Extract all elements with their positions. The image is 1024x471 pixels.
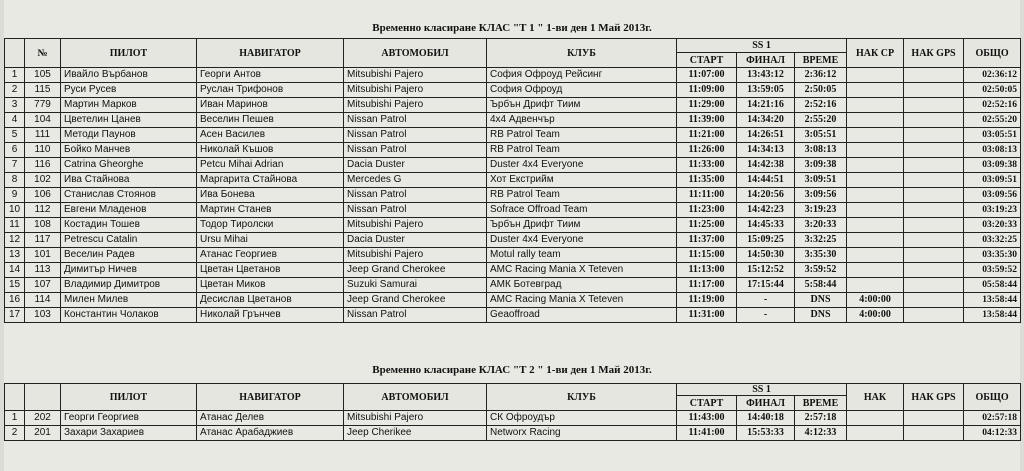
navigator-cell: Цветан Цветанов bbox=[197, 263, 344, 278]
car-cell: Nissan Patrol bbox=[344, 143, 487, 158]
pos-cell: 2 bbox=[5, 426, 25, 441]
car-cell: Dacia Duster bbox=[344, 158, 487, 173]
table-row bbox=[5, 308, 1021, 323]
total-cell: 03:35:30 bbox=[964, 248, 1021, 263]
pos-cell: 1 bbox=[5, 411, 25, 426]
no-cell: 201 bbox=[25, 426, 61, 441]
pilot-cell: Захари Захариев bbox=[61, 426, 197, 441]
total-header: ОБЩО bbox=[964, 384, 1021, 411]
time-cell: 3:59:52 bbox=[795, 263, 847, 278]
pilot-cell: Методи Паунов bbox=[61, 128, 197, 143]
table-row bbox=[5, 248, 1021, 263]
finish-header: ФИНАЛ bbox=[737, 396, 795, 411]
total-cell: 03:20:33 bbox=[964, 218, 1021, 233]
pen-cp-cell bbox=[847, 278, 904, 293]
finish-cell: 17:15:44 bbox=[737, 278, 795, 293]
pen-cp-cell: 4:00:00 bbox=[847, 308, 904, 323]
pen-gps-cell bbox=[904, 203, 964, 218]
pen-cp-cell bbox=[847, 173, 904, 188]
no-cell: 116 bbox=[25, 158, 61, 173]
total-cell: 04:12:33 bbox=[964, 426, 1021, 441]
club-cell: Ърбън Дрифт Тиим bbox=[487, 98, 677, 113]
table-row bbox=[5, 188, 1021, 203]
club-cell: Motul rally team bbox=[487, 248, 677, 263]
finish-header: ФИНАЛ bbox=[737, 53, 795, 68]
pos-cell: 17 bbox=[5, 308, 25, 323]
pilot-cell: Мартин Марков bbox=[61, 98, 197, 113]
pen-gps-cell bbox=[904, 143, 964, 158]
club-cell: Ърбън Дрифт Тиим bbox=[487, 218, 677, 233]
pen-gps-cell bbox=[904, 248, 964, 263]
table-row bbox=[5, 83, 1021, 98]
pen-cp-cell bbox=[847, 263, 904, 278]
table-row bbox=[5, 68, 1021, 83]
total-cell: 13:58:44 bbox=[964, 308, 1021, 323]
total-cell: 03:05:51 bbox=[964, 128, 1021, 143]
finish-cell: 13:43:12 bbox=[737, 68, 795, 83]
no-cell: 101 bbox=[25, 248, 61, 263]
car-cell: Nissan Patrol bbox=[344, 128, 487, 143]
class-t1-title: Временно класиране КЛАС "Т 1 " 1-ви ден 1 Май 2013г. bbox=[372, 22, 652, 34]
finish-cell: 14:40:18 bbox=[737, 411, 795, 426]
club-cell: Duster 4x4 Everyone bbox=[487, 233, 677, 248]
pos-cell: 7 bbox=[5, 158, 25, 173]
pos-cell: 11 bbox=[5, 218, 25, 233]
time-cell: 2:36:12 bbox=[795, 68, 847, 83]
pos-cell: 8 bbox=[5, 173, 25, 188]
time-cell: DNS bbox=[795, 293, 847, 308]
club-cell: Sofrace Offroad Team bbox=[487, 203, 677, 218]
no-header: № bbox=[25, 39, 61, 68]
pilot-cell: Цветелин Цанев bbox=[61, 113, 197, 128]
no-cell: 106 bbox=[25, 188, 61, 203]
club-header: КЛУБ bbox=[487, 39, 677, 68]
navigator-cell: Тодор Тиролски bbox=[197, 218, 344, 233]
start-cell: 11:09:00 bbox=[677, 83, 737, 98]
ss-header: SS 1 bbox=[677, 384, 847, 396]
start-cell: 11:33:00 bbox=[677, 158, 737, 173]
table-row bbox=[5, 218, 1021, 233]
no-cell: 779 bbox=[25, 98, 61, 113]
no-cell: 202 bbox=[25, 411, 61, 426]
time-cell: 4:12:33 bbox=[795, 426, 847, 441]
table-row bbox=[5, 411, 1021, 426]
car-cell: Mitsubishi Pajero bbox=[344, 98, 487, 113]
time-cell: 3:32:25 bbox=[795, 233, 847, 248]
total-cell: 05:58:44 bbox=[964, 278, 1021, 293]
club-cell: София Офроуд bbox=[487, 83, 677, 98]
pos-cell: 10 bbox=[5, 203, 25, 218]
table-row bbox=[5, 143, 1021, 158]
table-row bbox=[5, 98, 1021, 113]
pos-cell: 15 bbox=[5, 278, 25, 293]
pen-cp-cell bbox=[847, 158, 904, 173]
pen-cp-cell bbox=[847, 143, 904, 158]
club-cell: Networx Racing bbox=[487, 426, 677, 441]
total-cell: 02:52:16 bbox=[964, 98, 1021, 113]
club-cell: Хот Екстрийм bbox=[487, 173, 677, 188]
finish-cell: 14:50:30 bbox=[737, 248, 795, 263]
table-row bbox=[5, 263, 1021, 278]
car-cell: Jeep Grand Cherokee bbox=[344, 293, 487, 308]
start-cell: 11:37:00 bbox=[677, 233, 737, 248]
navigator-cell: Николай Грънчев bbox=[197, 308, 344, 323]
total-cell: 03:08:13 bbox=[964, 143, 1021, 158]
pilot-header: ПИЛОТ bbox=[61, 39, 197, 68]
navigator-cell: Маргарита Стайнова bbox=[197, 173, 344, 188]
navigator-cell: Мартин Станев bbox=[197, 203, 344, 218]
table-row bbox=[5, 278, 1021, 293]
car-cell: Jeep Cherikee bbox=[344, 426, 487, 441]
table-row bbox=[5, 203, 1021, 218]
pilot-cell: Димитър Ничев bbox=[61, 263, 197, 278]
finish-cell: 14:42:23 bbox=[737, 203, 795, 218]
pen-gps-cell bbox=[904, 128, 964, 143]
pen-gps-cell bbox=[904, 411, 964, 426]
time-cell: 3:05:51 bbox=[795, 128, 847, 143]
pen-cp-header: НАК СР bbox=[847, 39, 904, 68]
start-cell: 11:31:00 bbox=[677, 308, 737, 323]
total-cell: 03:09:38 bbox=[964, 158, 1021, 173]
table-row bbox=[5, 426, 1021, 441]
pilot-cell: Милен Милев bbox=[61, 293, 197, 308]
pen-cp-cell bbox=[847, 83, 904, 98]
car-cell: Nissan Patrol bbox=[344, 308, 487, 323]
navigator-header: НАВИГАТОР bbox=[197, 39, 344, 68]
start-cell: 11:35:00 bbox=[677, 173, 737, 188]
finish-cell: 15:53:33 bbox=[737, 426, 795, 441]
pos-cell: 4 bbox=[5, 113, 25, 128]
finish-cell: 15:09:25 bbox=[737, 233, 795, 248]
navigator-cell: Цветан Миков bbox=[197, 278, 344, 293]
start-header: СТАРТ bbox=[677, 53, 737, 68]
pilot-cell: Бойко Манчев bbox=[61, 143, 197, 158]
pilot-cell: Ива Стайнова bbox=[61, 173, 197, 188]
no-cell: 117 bbox=[25, 233, 61, 248]
no-cell: 107 bbox=[25, 278, 61, 293]
start-cell: 11:26:00 bbox=[677, 143, 737, 158]
total-cell: 03:09:56 bbox=[964, 188, 1021, 203]
finish-cell: 15:12:52 bbox=[737, 263, 795, 278]
start-cell: 11:19:00 bbox=[677, 293, 737, 308]
time-cell: 3:09:56 bbox=[795, 188, 847, 203]
pos-cell: 12 bbox=[5, 233, 25, 248]
pos-cell: 6 bbox=[5, 143, 25, 158]
pen-gps-cell bbox=[904, 113, 964, 128]
car-cell: Mitsubishi Pajero bbox=[344, 411, 487, 426]
no-cell: 102 bbox=[25, 173, 61, 188]
car-cell: Nissan Patrol bbox=[344, 113, 487, 128]
pilot-cell: Petrescu Catalin bbox=[61, 233, 197, 248]
finish-cell: 14:34:20 bbox=[737, 113, 795, 128]
time-cell: 2:57:18 bbox=[795, 411, 847, 426]
finish-cell: - bbox=[737, 293, 795, 308]
car-cell: Mercedes G bbox=[344, 173, 487, 188]
total-cell: 03:59:52 bbox=[964, 263, 1021, 278]
total-cell: 02:57:18 bbox=[964, 411, 1021, 426]
pen-gps-cell bbox=[904, 188, 964, 203]
pilot-header: ПИЛОТ bbox=[61, 384, 197, 411]
pilot-cell: Веселин Радев bbox=[61, 248, 197, 263]
navigator-cell: Асен Василев bbox=[197, 128, 344, 143]
pos-cell: 1 bbox=[5, 68, 25, 83]
pen-cp-cell bbox=[847, 128, 904, 143]
car-cell: Jeep Grand Cherokee bbox=[344, 263, 487, 278]
pilot-cell: Константин Чолаков bbox=[61, 308, 197, 323]
car-header: АВТОМОБИЛ bbox=[344, 384, 487, 411]
navigator-cell: Ива Бонева bbox=[197, 188, 344, 203]
pos-cell: 3 bbox=[5, 98, 25, 113]
pilot-cell: Георги Георгиев bbox=[61, 411, 197, 426]
start-cell: 11:25:00 bbox=[677, 218, 737, 233]
navigator-cell: Petcu Mihai Adrian bbox=[197, 158, 344, 173]
pen-cp-cell bbox=[847, 188, 904, 203]
no-cell: 103 bbox=[25, 308, 61, 323]
pos-cell: 5 bbox=[5, 128, 25, 143]
start-cell: 11:21:00 bbox=[677, 128, 737, 143]
start-cell: 11:11:00 bbox=[677, 188, 737, 203]
no-cell: 105 bbox=[25, 68, 61, 83]
finish-cell: 14:34:13 bbox=[737, 143, 795, 158]
finish-cell: 14:45:33 bbox=[737, 218, 795, 233]
class-t2-table bbox=[4, 383, 1021, 441]
time-header: ВРЕМЕ bbox=[795, 53, 847, 68]
table-row bbox=[5, 158, 1021, 173]
total-header: ОБЩО bbox=[964, 39, 1021, 68]
club-cell: RB Patrol Team bbox=[487, 128, 677, 143]
pos-header bbox=[5, 384, 25, 411]
pen-cp-cell bbox=[847, 233, 904, 248]
total-cell: 02:55:20 bbox=[964, 113, 1021, 128]
start-cell: 11:39:00 bbox=[677, 113, 737, 128]
car-cell: Mitsubishi Pajero bbox=[344, 68, 487, 83]
pen-gps-cell bbox=[904, 158, 964, 173]
pen-gps-cell bbox=[904, 83, 964, 98]
club-cell: AMC Racing Mania X Teteven bbox=[487, 293, 677, 308]
total-cell: 02:50:05 bbox=[964, 83, 1021, 98]
finish-cell: - bbox=[737, 308, 795, 323]
navigator-cell: Веселин Пешев bbox=[197, 113, 344, 128]
club-cell: 4x4 Адвенчър bbox=[487, 113, 677, 128]
pen-cp-cell bbox=[847, 68, 904, 83]
pen-gps-cell bbox=[904, 68, 964, 83]
table-row bbox=[5, 128, 1021, 143]
pilot-cell: Станислав Стоянов bbox=[61, 188, 197, 203]
ss-header: SS 1 bbox=[677, 39, 847, 53]
no-cell: 112 bbox=[25, 203, 61, 218]
total-cell: 03:09:51 bbox=[964, 173, 1021, 188]
pen-gps-header: НАК GPS bbox=[904, 384, 964, 411]
time-cell: 5:58:44 bbox=[795, 278, 847, 293]
time-header: ВРЕМЕ bbox=[795, 396, 847, 411]
finish-cell: 14:26:51 bbox=[737, 128, 795, 143]
no-cell: 111 bbox=[25, 128, 61, 143]
finish-cell: 14:44:51 bbox=[737, 173, 795, 188]
pen-cp-cell bbox=[847, 203, 904, 218]
no-cell: 115 bbox=[25, 83, 61, 98]
navigator-cell: Иван Маринов bbox=[197, 98, 344, 113]
pos-cell: 14 bbox=[5, 263, 25, 278]
time-cell: 2:52:16 bbox=[795, 98, 847, 113]
car-cell: Mitsubishi Pajero bbox=[344, 248, 487, 263]
navigator-header: НАВИГАТОР bbox=[197, 384, 344, 411]
pilot-cell: Catrina Gheorghe bbox=[61, 158, 197, 173]
start-cell: 11:13:00 bbox=[677, 263, 737, 278]
start-header: СТАРТ bbox=[677, 396, 737, 411]
club-cell: AMC Racing Mania X Teteven bbox=[487, 263, 677, 278]
start-cell: 11:23:00 bbox=[677, 203, 737, 218]
car-cell: Dacia Duster bbox=[344, 233, 487, 248]
time-cell: 2:55:20 bbox=[795, 113, 847, 128]
pen-gps-cell bbox=[904, 98, 964, 113]
start-cell: 11:41:00 bbox=[677, 426, 737, 441]
pos-cell: 13 bbox=[5, 248, 25, 263]
table-row bbox=[5, 293, 1021, 308]
no-cell: 108 bbox=[25, 218, 61, 233]
pen-cp-cell bbox=[847, 113, 904, 128]
navigator-cell: Ursu Mihai bbox=[197, 233, 344, 248]
car-cell: Mitsubishi Pajero bbox=[344, 83, 487, 98]
no-header bbox=[25, 384, 61, 411]
club-cell: RB Patrol Team bbox=[487, 143, 677, 158]
navigator-cell: Атанас Георгиев bbox=[197, 248, 344, 263]
pen-gps-header: НАК GPS bbox=[904, 39, 964, 68]
time-cell: 3:35:30 bbox=[795, 248, 847, 263]
pilot-cell: Ивайло Върбанов bbox=[61, 68, 197, 83]
start-cell: 11:43:00 bbox=[677, 411, 737, 426]
total-cell: 03:32:25 bbox=[964, 233, 1021, 248]
finish-cell: 13:59:05 bbox=[737, 83, 795, 98]
time-cell: 3:09:51 bbox=[795, 173, 847, 188]
finish-cell: 14:21:16 bbox=[737, 98, 795, 113]
pen-cp-cell bbox=[847, 411, 904, 426]
pos-header bbox=[5, 39, 25, 68]
class-t1-table bbox=[4, 38, 1021, 323]
navigator-cell: Атанас Делев bbox=[197, 411, 344, 426]
pen-gps-cell bbox=[904, 426, 964, 441]
navigator-cell: Десислав Цветанов bbox=[197, 293, 344, 308]
navigator-cell: Николай Къшов bbox=[197, 143, 344, 158]
time-cell: 2:50:05 bbox=[795, 83, 847, 98]
club-cell: Duster 4x4 Everyone bbox=[487, 158, 677, 173]
pen-gps-cell bbox=[904, 233, 964, 248]
navigator-cell: Георги Антов bbox=[197, 68, 344, 83]
club-cell: RB Patrol Team bbox=[487, 188, 677, 203]
pen-gps-cell bbox=[904, 218, 964, 233]
finish-cell: 14:20:56 bbox=[737, 188, 795, 203]
club-cell: София Офроуд Рейсинг bbox=[487, 68, 677, 83]
pen-cp-header: НАК bbox=[847, 384, 904, 411]
time-cell: 3:20:33 bbox=[795, 218, 847, 233]
table-row bbox=[5, 233, 1021, 248]
club-cell: Geaoffroad bbox=[487, 308, 677, 323]
pen-cp-cell bbox=[847, 218, 904, 233]
no-cell: 114 bbox=[25, 293, 61, 308]
table-row bbox=[5, 173, 1021, 188]
pen-gps-cell bbox=[904, 308, 964, 323]
pos-cell: 16 bbox=[5, 293, 25, 308]
start-cell: 11:15:00 bbox=[677, 248, 737, 263]
no-cell: 113 bbox=[25, 263, 61, 278]
total-cell: 02:36:12 bbox=[964, 68, 1021, 83]
car-cell: Suzuki Samurai bbox=[344, 278, 487, 293]
time-cell: 3:09:38 bbox=[795, 158, 847, 173]
start-cell: 11:07:00 bbox=[677, 68, 737, 83]
pilot-cell: Владимир Димитров bbox=[61, 278, 197, 293]
pen-gps-cell bbox=[904, 173, 964, 188]
pen-cp-cell: 4:00:00 bbox=[847, 293, 904, 308]
time-cell: 3:08:13 bbox=[795, 143, 847, 158]
pos-cell: 9 bbox=[5, 188, 25, 203]
finish-cell: 14:42:38 bbox=[737, 158, 795, 173]
club-cell: АМК Ботевград bbox=[487, 278, 677, 293]
pen-gps-cell bbox=[904, 293, 964, 308]
pen-cp-cell bbox=[847, 98, 904, 113]
pen-gps-cell bbox=[904, 278, 964, 293]
start-cell: 11:17:00 bbox=[677, 278, 737, 293]
navigator-cell: Руслан Трифонов bbox=[197, 83, 344, 98]
pen-gps-cell bbox=[904, 263, 964, 278]
time-cell: 3:19:23 bbox=[795, 203, 847, 218]
no-cell: 104 bbox=[25, 113, 61, 128]
club-header: КЛУБ bbox=[487, 384, 677, 411]
club-cell: СК Офроудър bbox=[487, 411, 677, 426]
car-cell: Nissan Patrol bbox=[344, 188, 487, 203]
results-sheet bbox=[4, 0, 1020, 471]
pilot-cell: Евгени Младенов bbox=[61, 203, 197, 218]
navigator-cell: Атанас Арабаджиев bbox=[197, 426, 344, 441]
car-header: АВТОМОБИЛ bbox=[344, 39, 487, 68]
class-t2-title: Временно класиране КЛАС "Т 2 " 1-ви ден 1 Май 2013г. bbox=[372, 364, 652, 376]
pilot-cell: Руси Русев bbox=[61, 83, 197, 98]
start-cell: 11:29:00 bbox=[677, 98, 737, 113]
car-cell: Mitsubishi Pajero bbox=[344, 218, 487, 233]
pilot-cell: Костадин Тошев bbox=[61, 218, 197, 233]
total-cell: 13:58:44 bbox=[964, 293, 1021, 308]
car-cell: Nissan Patrol bbox=[344, 203, 487, 218]
time-cell: DNS bbox=[795, 308, 847, 323]
pen-cp-cell bbox=[847, 248, 904, 263]
no-cell: 110 bbox=[25, 143, 61, 158]
pos-cell: 2 bbox=[5, 83, 25, 98]
table-row bbox=[5, 113, 1021, 128]
pen-cp-cell bbox=[847, 426, 904, 441]
total-cell: 03:19:23 bbox=[964, 203, 1021, 218]
